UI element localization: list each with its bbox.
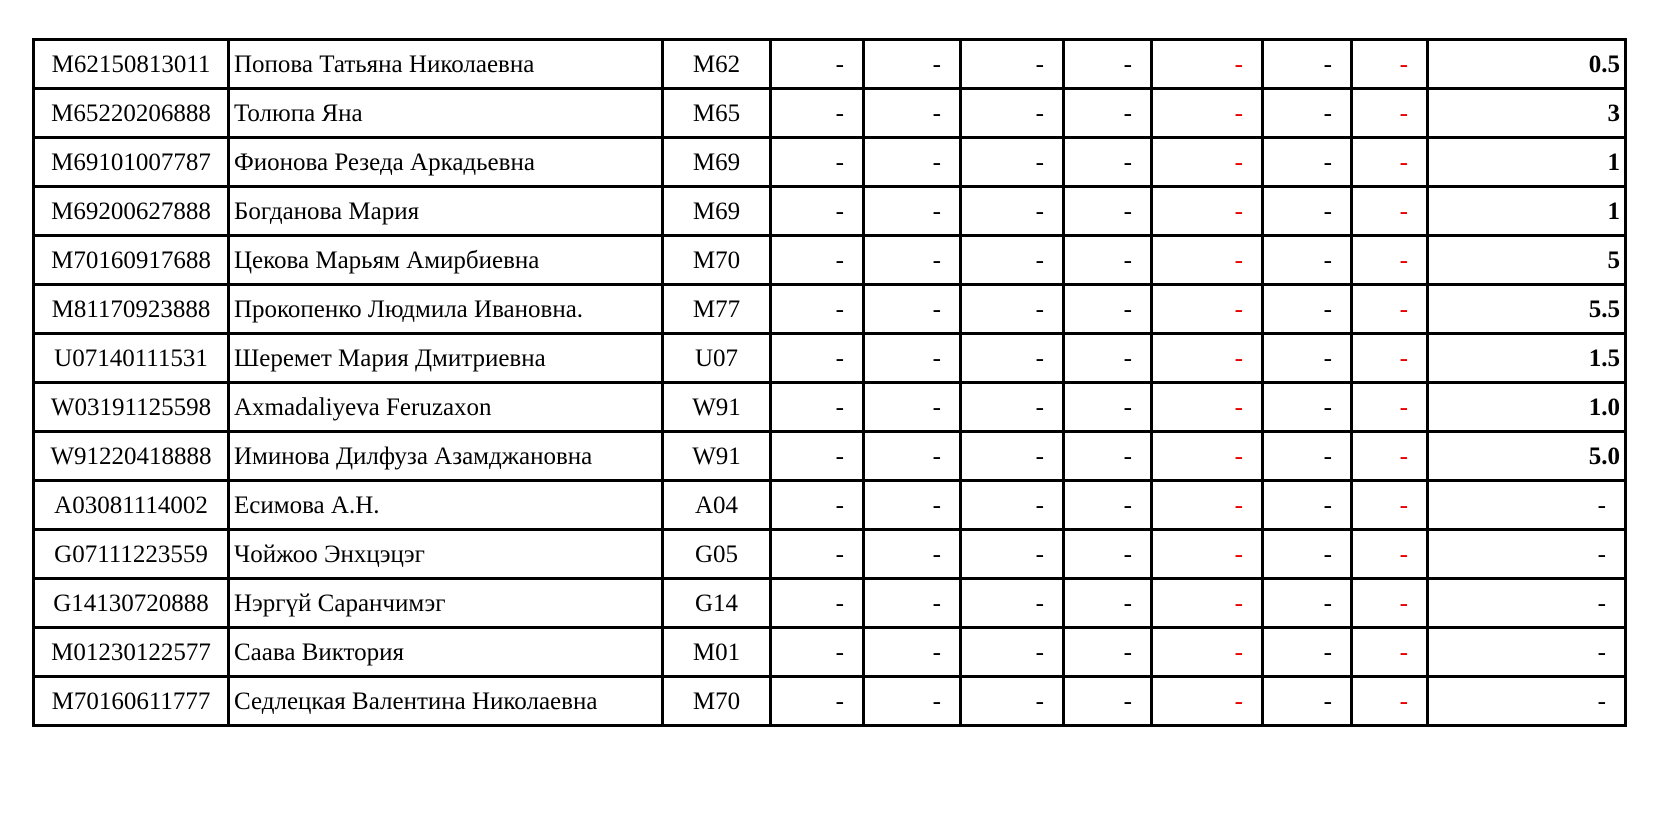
mark-cell-4: - [1064,334,1152,383]
group-code-cell: M69 [663,187,771,236]
participant-id-cell: A03081114002 [34,481,229,530]
mark-cell-7: - [1352,285,1428,334]
mark-cell-7: - [1352,187,1428,236]
participant-name-cell: Прокопенко Людмила Ивановна. [229,285,663,334]
mark-cell-5: - [1152,677,1263,726]
mark-cell-4: - [1064,628,1152,677]
mark-cell-7: - [1352,383,1428,432]
participant-id-cell: M70160917688 [34,236,229,285]
mark-cell-1: - [771,579,864,628]
mark-cell-2: - [864,628,961,677]
table-row [34,383,1626,432]
mark-cell-4: - [1064,285,1152,334]
mark-cell-2: - [864,138,961,187]
mark-cell-2: - [864,677,961,726]
mark-cell-5: - [1152,138,1263,187]
participant-name-cell: Цекова Марьям Амирбиевна [229,236,663,285]
participant-id-cell: M62150813011 [34,40,229,89]
mark-cell-3: - [961,383,1064,432]
score-cell: - [1428,530,1626,579]
mark-cell-2: - [864,530,961,579]
score-cell: 5 [1428,236,1626,285]
mark-cell-3: - [961,677,1064,726]
mark-cell-2: - [864,481,961,530]
mark-cell-6: - [1263,40,1352,89]
score-cell: 3 [1428,89,1626,138]
mark-cell-6: - [1263,481,1352,530]
mark-cell-3: - [961,236,1064,285]
mark-cell-7: - [1352,334,1428,383]
mark-cell-6: - [1263,530,1352,579]
mark-cell-6: - [1263,187,1352,236]
mark-cell-5: - [1152,187,1263,236]
score-cell: 1 [1428,187,1626,236]
participant-name-cell: Axmadaliyeva Feruzaxon [229,383,663,432]
mark-cell-3: - [961,579,1064,628]
group-code-cell: W91 [663,432,771,481]
mark-cell-6: - [1263,285,1352,334]
mark-cell-1: - [771,285,864,334]
participant-name-cell: Седлецкая Валентина Николаевна [229,677,663,726]
participant-name-cell: Есимова А.Н. [229,481,663,530]
participant-name-cell: Богданова Мария [229,187,663,236]
mark-cell-3: - [961,40,1064,89]
mark-cell-5: - [1152,579,1263,628]
group-code-cell: M65 [663,89,771,138]
table-row [34,530,1626,579]
mark-cell-7: - [1352,579,1428,628]
mark-cell-2: - [864,40,961,89]
mark-cell-5: - [1152,285,1263,334]
mark-cell-7: - [1352,481,1428,530]
group-code-cell: G14 [663,579,771,628]
group-code-cell: G05 [663,530,771,579]
mark-cell-4: - [1064,432,1152,481]
mark-cell-4: - [1064,187,1152,236]
mark-cell-5: - [1152,383,1263,432]
participant-name-cell: Попова Татьяна Николаевна [229,40,663,89]
mark-cell-3: - [961,432,1064,481]
table-row [34,89,1626,138]
mark-cell-1: - [771,187,864,236]
mark-cell-1: - [771,481,864,530]
mark-cell-7: - [1352,40,1428,89]
mark-cell-4: - [1064,579,1152,628]
participant-id-cell: W91220418888 [34,432,229,481]
mark-cell-4: - [1064,40,1152,89]
mark-cell-6: - [1263,677,1352,726]
score-cell: 1 [1428,138,1626,187]
mark-cell-2: - [864,432,961,481]
table-row [34,432,1626,481]
table-row [34,628,1626,677]
group-code-cell: W91 [663,383,771,432]
participant-id-cell: G07111223559 [34,530,229,579]
participant-name-cell: Чойжоо Энхцэцэг [229,530,663,579]
score-cell: 1.0 [1428,383,1626,432]
mark-cell-2: - [864,187,961,236]
mark-cell-1: - [771,432,864,481]
mark-cell-5: - [1152,236,1263,285]
table-row [34,187,1626,236]
mark-cell-5: - [1152,334,1263,383]
mark-cell-2: - [864,383,961,432]
mark-cell-5: - [1152,530,1263,579]
mark-cell-1: - [771,628,864,677]
mark-cell-1: - [771,89,864,138]
mark-cell-3: - [961,89,1064,138]
group-code-cell: M01 [663,628,771,677]
mark-cell-7: - [1352,432,1428,481]
participant-id-cell: M81170923888 [34,285,229,334]
mark-cell-2: - [864,285,961,334]
mark-cell-6: - [1263,628,1352,677]
mark-cell-6: - [1263,432,1352,481]
mark-cell-7: - [1352,530,1428,579]
mark-cell-5: - [1152,628,1263,677]
mark-cell-3: - [961,481,1064,530]
mark-cell-4: - [1064,481,1152,530]
participant-name-cell: Толюпа Яна [229,89,663,138]
mark-cell-3: - [961,628,1064,677]
mark-cell-5: - [1152,481,1263,530]
mark-cell-4: - [1064,89,1152,138]
participant-id-cell: M70160611777 [34,677,229,726]
mark-cell-6: - [1263,579,1352,628]
mark-cell-1: - [771,334,864,383]
mark-cell-4: - [1064,236,1152,285]
participant-name-cell: Шеремет Мария Дмитриевна [229,334,663,383]
mark-cell-5: - [1152,40,1263,89]
group-code-cell: U07 [663,334,771,383]
mark-cell-5: - [1152,432,1263,481]
mark-cell-5: - [1152,89,1263,138]
group-code-cell: M70 [663,236,771,285]
group-code-cell: M77 [663,285,771,334]
mark-cell-4: - [1064,138,1152,187]
mark-cell-2: - [864,579,961,628]
mark-cell-1: - [771,236,864,285]
mark-cell-2: - [864,334,961,383]
table-row [34,236,1626,285]
table-row [34,285,1626,334]
mark-cell-4: - [1064,677,1152,726]
participant-name-cell: Фионова Резеда Аркадьевна [229,138,663,187]
mark-cell-1: - [771,138,864,187]
group-code-cell: M62 [663,40,771,89]
mark-cell-7: - [1352,89,1428,138]
participant-name-cell: Иминова Дилфуза Азамджановна [229,432,663,481]
mark-cell-1: - [771,383,864,432]
table-row [34,579,1626,628]
score-cell: - [1428,481,1626,530]
mark-cell-3: - [961,138,1064,187]
score-cell: - [1428,628,1626,677]
participant-id-cell: M65220206888 [34,89,229,138]
mark-cell-6: - [1263,236,1352,285]
score-cell: 1.5 [1428,334,1626,383]
participant-id-cell: M01230122577 [34,628,229,677]
group-code-cell: M69 [663,138,771,187]
mark-cell-4: - [1064,383,1152,432]
mark-cell-1: - [771,677,864,726]
results-table [32,38,1627,727]
participant-id-cell: W03191125598 [34,383,229,432]
mark-cell-6: - [1263,383,1352,432]
participant-id-cell: M69200627888 [34,187,229,236]
group-code-cell: A04 [663,481,771,530]
score-cell: - [1428,677,1626,726]
mark-cell-3: - [961,530,1064,579]
score-cell: 0.5 [1428,40,1626,89]
table-row [34,138,1626,187]
group-code-cell: M70 [663,677,771,726]
score-cell: 5.0 [1428,432,1626,481]
mark-cell-3: - [961,187,1064,236]
mark-cell-3: - [961,334,1064,383]
mark-cell-7: - [1352,138,1428,187]
mark-cell-7: - [1352,677,1428,726]
participant-id-cell: M69101007787 [34,138,229,187]
table-row [34,40,1626,89]
mark-cell-2: - [864,236,961,285]
table-row [34,481,1626,530]
mark-cell-1: - [771,530,864,579]
mark-cell-4: - [1064,530,1152,579]
participant-name-cell: Нэргүй Саранчимэг [229,579,663,628]
mark-cell-6: - [1263,138,1352,187]
mark-cell-1: - [771,40,864,89]
mark-cell-7: - [1352,236,1428,285]
mark-cell-6: - [1263,89,1352,138]
mark-cell-6: - [1263,334,1352,383]
mark-cell-7: - [1352,628,1428,677]
participant-name-cell: Саава Виктория [229,628,663,677]
mark-cell-2: - [864,89,961,138]
mark-cell-3: - [961,285,1064,334]
table-row [34,677,1626,726]
participant-id-cell: U07140111531 [34,334,229,383]
participant-id-cell: G14130720888 [34,579,229,628]
table-row [34,334,1626,383]
score-cell: - [1428,579,1626,628]
score-cell: 5.5 [1428,285,1626,334]
